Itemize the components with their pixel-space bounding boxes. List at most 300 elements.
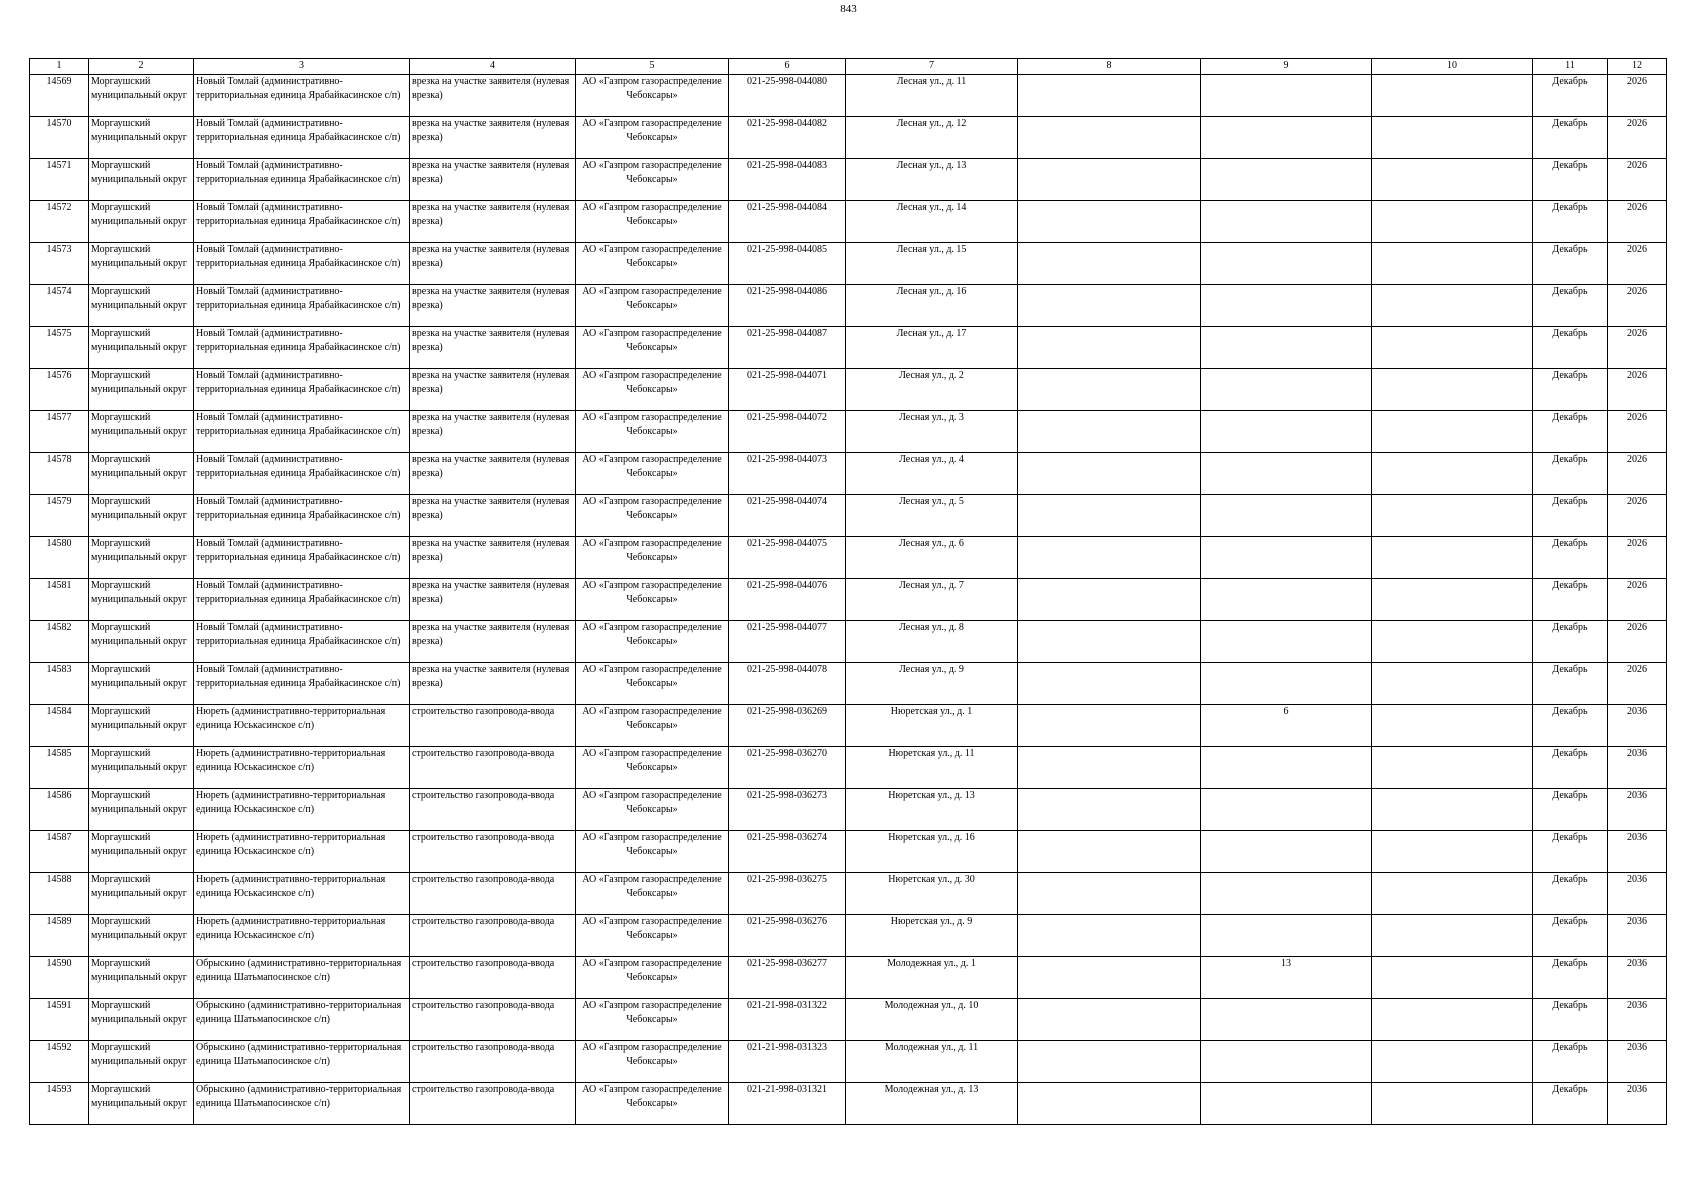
cell-text: Моргаушский муниципальный округ: [91, 412, 187, 437]
cell-text: 2036: [1627, 958, 1647, 969]
cell-settlement: [194, 873, 410, 915]
cell-settlement: [194, 915, 410, 957]
table-row: [30, 705, 1667, 747]
cell-text: Молодежная ул., д. 11: [884, 1042, 979, 1053]
cell-district: [89, 999, 194, 1041]
cell-address: [846, 663, 1018, 705]
cell-address: [846, 999, 1018, 1041]
table-row: [30, 579, 1667, 621]
cell-col-10: [1372, 75, 1533, 117]
cell-text: Нюреть (административно-территориальная единица Юськасинское с/п): [196, 874, 386, 899]
cell-col-8: [1018, 159, 1201, 201]
column-header-12: 12: [1608, 59, 1667, 75]
page-number: 843: [840, 3, 857, 15]
cell-text: Моргаушский муниципальный округ: [91, 160, 187, 185]
cell-object-code: [729, 621, 846, 663]
cell-text: 14583: [46, 664, 72, 675]
cell-settlement: [194, 159, 410, 201]
cell-text: 021-25-998-036274: [747, 832, 827, 843]
cell-text: АО «Газпром газораспределение Чебоксары»: [582, 832, 722, 857]
cell-row-number: [30, 369, 89, 411]
cell-text: 14576: [46, 370, 72, 381]
cell-text: Декабрь: [1552, 706, 1588, 717]
cell-length: [1201, 285, 1372, 327]
cell-year: [1608, 411, 1667, 453]
column-header-7: 7: [846, 59, 1018, 75]
cell-col-8: [1018, 747, 1201, 789]
table-row: [30, 1083, 1667, 1125]
cell-month: [1533, 453, 1608, 495]
table-row: [30, 663, 1667, 705]
cell-length: [1201, 579, 1372, 621]
cell-col-10: [1372, 495, 1533, 537]
cell-object-code: [729, 579, 846, 621]
cell-text: строительство газопровода-ввода: [412, 832, 555, 843]
cell-month: [1533, 201, 1608, 243]
cell-row-number: [30, 495, 89, 537]
cell-length: [1201, 537, 1372, 579]
table-row: [30, 873, 1667, 915]
cell-text: Моргаушский муниципальный округ: [91, 118, 187, 143]
cell-row-number: [30, 747, 89, 789]
cell-month: [1533, 579, 1608, 621]
cell-year: [1608, 621, 1667, 663]
header-row: [30, 59, 1667, 75]
cell-organization: [576, 453, 729, 495]
cell-col-8: [1018, 663, 1201, 705]
cell-text: Молодежная ул., д. 13: [884, 1084, 979, 1095]
cell-text: АО «Газпром газораспределение Чебоксары»: [582, 286, 722, 311]
cell-text: Декабрь: [1552, 664, 1588, 675]
cell-month: [1533, 663, 1608, 705]
cell-col-8: [1018, 369, 1201, 411]
cell-text: врезка на участке заявителя (нулевая врезка): [412, 580, 570, 605]
cell-text: 021-25-998-044086: [747, 286, 827, 297]
cell-text: Моргаушский муниципальный округ: [91, 664, 187, 689]
cell-settlement: [194, 999, 410, 1041]
cell-col-8: [1018, 1083, 1201, 1125]
cell-text: 021-25-998-036269: [747, 706, 827, 717]
cell-work-type: [410, 621, 576, 663]
cell-text: Новый Томлай (административно-территориальная единица Ярабайкасинское с/п): [196, 664, 401, 689]
cell-district: [89, 621, 194, 663]
table-row: [30, 117, 1667, 159]
cell-text: 14570: [46, 118, 72, 129]
cell-text: 021-25-998-044075: [747, 538, 827, 549]
cell-length: [1201, 831, 1372, 873]
cell-text: 14591: [46, 1000, 72, 1011]
cell-text: Моргаушский муниципальный округ: [91, 1084, 187, 1109]
cell-text: АО «Газпром газораспределение Чебоксары»: [582, 118, 722, 143]
cell-settlement: [194, 1041, 410, 1083]
cell-text: Новый Томлай (административно-территориальная единица Ярабайкасинское с/п): [196, 580, 401, 605]
cell-text: АО «Газпром газораспределение Чебоксары»: [582, 370, 722, 395]
cell-length: [1201, 873, 1372, 915]
cell-text: врезка на участке заявителя (нулевая врезка): [412, 118, 570, 143]
cell-organization: [576, 117, 729, 159]
cell-text: Новый Томлай (административно-территориальная единица Ярабайкасинское с/п): [196, 76, 401, 101]
cell-text: Новый Томлай (административно-территориальная единица Ярабайкасинское с/п): [196, 370, 401, 395]
cell-text: Молодежная ул., д. 10: [884, 1000, 979, 1011]
cell-text: 14574: [46, 286, 72, 297]
cell-text: Лесная ул., д. 7: [899, 580, 964, 591]
cell-settlement: [194, 789, 410, 831]
cell-address: [846, 159, 1018, 201]
cell-year: [1608, 831, 1667, 873]
table-row: [30, 75, 1667, 117]
cell-text: Декабрь: [1552, 160, 1588, 171]
cell-district: [89, 369, 194, 411]
cell-year: [1608, 1083, 1667, 1125]
cell-text: Моргаушский муниципальный округ: [91, 244, 187, 269]
cell-text: Моргаушский муниципальный округ: [91, 286, 187, 311]
cell-object-code: [729, 453, 846, 495]
cell-text: Лесная ул., д. 14: [896, 202, 967, 213]
cell-text: Новый Томлай (административно-территориальная единица Ярабайкасинское с/п): [196, 160, 401, 185]
cell-text: Нюретская ул., д. 30: [888, 874, 975, 885]
cell-text: врезка на участке заявителя (нулевая врезка): [412, 412, 570, 437]
table-row: [30, 999, 1667, 1041]
cell-settlement: [194, 75, 410, 117]
cell-text: 2026: [1627, 202, 1647, 213]
cell-month: [1533, 831, 1608, 873]
table-row: [30, 243, 1667, 285]
cell-year: [1608, 285, 1667, 327]
cell-col-10: [1372, 957, 1533, 999]
column-header-5: 5: [576, 59, 729, 75]
cell-month: [1533, 117, 1608, 159]
cell-text: Декабрь: [1552, 538, 1588, 549]
cell-work-type: [410, 201, 576, 243]
cell-col-8: [1018, 117, 1201, 159]
cell-text: 14573: [46, 244, 72, 255]
cell-year: [1608, 243, 1667, 285]
cell-organization: [576, 957, 729, 999]
cell-district: [89, 579, 194, 621]
cell-object-code: [729, 243, 846, 285]
cell-month: [1533, 873, 1608, 915]
cell-text: Моргаушский муниципальный округ: [91, 748, 187, 773]
cell-text: 021-25-998-036275: [747, 874, 827, 885]
table-row: [30, 537, 1667, 579]
cell-year: [1608, 915, 1667, 957]
cell-text: врезка на участке заявителя (нулевая врезка): [412, 202, 570, 227]
cell-text: Лесная ул., д. 2: [899, 370, 964, 381]
cell-year: [1608, 453, 1667, 495]
cell-text: АО «Газпром газораспределение Чебоксары»: [582, 916, 722, 941]
cell-year: [1608, 705, 1667, 747]
cell-length: [1201, 453, 1372, 495]
cell-text: 021-25-998-044082: [747, 118, 827, 129]
cell-row-number: [30, 663, 89, 705]
cell-row-number: [30, 579, 89, 621]
cell-text: Декабрь: [1552, 454, 1588, 465]
cell-col-8: [1018, 999, 1201, 1041]
cell-text: Декабрь: [1552, 832, 1588, 843]
cell-organization: [576, 495, 729, 537]
cell-organization: [576, 579, 729, 621]
cell-year: [1608, 75, 1667, 117]
cell-text: АО «Газпром газораспределение Чебоксары»: [582, 874, 722, 899]
cell-text: АО «Газпром газораспределение Чебоксары»: [582, 580, 722, 605]
cell-object-code: [729, 663, 846, 705]
cell-text: 2026: [1627, 286, 1647, 297]
cell-year: [1608, 201, 1667, 243]
cell-text: АО «Газпром газораспределение Чебоксары»: [582, 76, 722, 101]
cell-text: строительство газопровода-ввода: [412, 790, 555, 801]
cell-text: 021-25-998-044087: [747, 328, 827, 339]
cell-row-number: [30, 1041, 89, 1083]
cell-text: врезка на участке заявителя (нулевая врезка): [412, 328, 570, 353]
cell-text: 14578: [46, 454, 72, 465]
column-header-3: 3: [194, 59, 410, 75]
cell-text: 2026: [1627, 370, 1647, 381]
cell-text: АО «Газпром газораспределение Чебоксары»: [582, 706, 722, 731]
cell-text: Декабрь: [1552, 916, 1588, 927]
cell-length: [1201, 411, 1372, 453]
table-row: [30, 831, 1667, 873]
cell-text: Новый Томлай (административно-территориальная единица Ярабайкасинское с/п): [196, 286, 401, 311]
cell-settlement: [194, 243, 410, 285]
cell-text: Лесная ул., д. 11: [896, 76, 967, 87]
cell-text: Декабрь: [1552, 958, 1588, 969]
cell-text: 14585: [46, 748, 72, 759]
cell-col-10: [1372, 999, 1533, 1041]
cell-text: Моргаушский муниципальный округ: [91, 706, 187, 731]
cell-year: [1608, 159, 1667, 201]
cell-col-10: [1372, 789, 1533, 831]
cell-col-10: [1372, 1041, 1533, 1083]
cell-work-type: [410, 957, 576, 999]
cell-text: 021-25-998-044084: [747, 202, 827, 213]
cell-organization: [576, 201, 729, 243]
cell-text: строительство газопровода-ввода: [412, 1042, 555, 1053]
cell-address: [846, 957, 1018, 999]
cell-col-10: [1372, 1083, 1533, 1125]
cell-text: АО «Газпром газораспределение Чебоксары»: [582, 1000, 722, 1025]
cell-length: [1201, 159, 1372, 201]
cell-address: [846, 75, 1018, 117]
cell-district: [89, 75, 194, 117]
column-header-11: 11: [1533, 59, 1608, 75]
cell-length: [1201, 1083, 1372, 1125]
cell-work-type: [410, 453, 576, 495]
cell-col-8: [1018, 411, 1201, 453]
cell-text: врезка на участке заявителя (нулевая врезка): [412, 496, 570, 521]
cell-month: [1533, 621, 1608, 663]
cell-text: АО «Газпром газораспределение Чебоксары»: [582, 1042, 722, 1067]
cell-settlement: [194, 411, 410, 453]
cell-text: Новый Томлай (административно-территориальная единица Ярабайкасинское с/п): [196, 202, 401, 227]
cell-month: [1533, 327, 1608, 369]
cell-col-8: [1018, 1041, 1201, 1083]
cell-text: АО «Газпром газораспределение Чебоксары»: [582, 412, 722, 437]
cell-col-8: [1018, 579, 1201, 621]
cell-text: Декабрь: [1552, 118, 1588, 129]
cell-col-8: [1018, 327, 1201, 369]
cell-text: 2026: [1627, 76, 1647, 87]
cell-text: 021-25-998-036270: [747, 748, 827, 759]
cell-year: [1608, 663, 1667, 705]
cell-object-code: [729, 159, 846, 201]
cell-col-10: [1372, 747, 1533, 789]
cell-row-number: [30, 915, 89, 957]
cell-settlement: [194, 579, 410, 621]
cell-text: Декабрь: [1552, 622, 1588, 633]
cell-organization: [576, 411, 729, 453]
cell-object-code: [729, 789, 846, 831]
cell-row-number: [30, 831, 89, 873]
cell-organization: [576, 159, 729, 201]
cell-year: [1608, 117, 1667, 159]
cell-month: [1533, 369, 1608, 411]
cell-col-10: [1372, 873, 1533, 915]
cell-text: Моргаушский муниципальный округ: [91, 916, 187, 941]
cell-text: Декабрь: [1552, 202, 1588, 213]
cell-district: [89, 243, 194, 285]
cell-month: [1533, 285, 1608, 327]
column-header-6: 6: [729, 59, 846, 75]
cell-text: 2026: [1627, 328, 1647, 339]
cell-text: Лесная ул., д. 8: [899, 622, 964, 633]
table-row: [30, 159, 1667, 201]
cell-settlement: [194, 663, 410, 705]
cell-col-10: [1372, 663, 1533, 705]
cell-organization: [576, 789, 729, 831]
cell-col-10: [1372, 369, 1533, 411]
cell-month: [1533, 1083, 1608, 1125]
cell-address: [846, 1083, 1018, 1125]
cell-text: Новый Томлай (административно-территориальная единица Ярабайкасинское с/п): [196, 538, 401, 563]
cell-work-type: [410, 789, 576, 831]
cell-text: Моргаушский муниципальный округ: [91, 370, 187, 395]
cell-col-8: [1018, 495, 1201, 537]
cell-text: Декабрь: [1552, 412, 1588, 423]
cell-work-type: [410, 159, 576, 201]
cell-text: 021-25-998-044074: [747, 496, 827, 507]
cell-settlement: [194, 495, 410, 537]
column-header-10: 10: [1372, 59, 1533, 75]
cell-length: [1201, 243, 1372, 285]
cell-text: АО «Газпром газораспределение Чебоксары»: [582, 664, 722, 689]
cell-text: Лесная ул., д. 15: [896, 244, 967, 255]
cell-text: 021-21-998-031323: [747, 1042, 827, 1053]
table-body: [30, 75, 1667, 1125]
cell-text: строительство газопровода-ввода: [412, 916, 555, 927]
cell-row-number: [30, 117, 89, 159]
cell-text: 021-25-998-044078: [747, 664, 827, 675]
cell-settlement: [194, 537, 410, 579]
cell-text: Декабрь: [1552, 1000, 1588, 1011]
cell-length: [1201, 117, 1372, 159]
cell-text: 14582: [46, 622, 72, 633]
cell-work-type: [410, 411, 576, 453]
cell-text: 14580: [46, 538, 72, 549]
cell-text: строительство газопровода-ввода: [412, 748, 555, 759]
cell-address: [846, 369, 1018, 411]
cell-length: [1201, 327, 1372, 369]
cell-year: [1608, 579, 1667, 621]
cell-settlement: [194, 1083, 410, 1125]
cell-organization: [576, 663, 729, 705]
cell-organization: [576, 75, 729, 117]
cell-row-number: [30, 999, 89, 1041]
cell-text: 14572: [46, 202, 72, 213]
cell-text: Новый Томлай (административно-территориальная единица Ярабайкасинское с/п): [196, 412, 401, 437]
cell-object-code: [729, 411, 846, 453]
cell-address: [846, 285, 1018, 327]
column-header-9: 9: [1201, 59, 1372, 75]
cell-text: АО «Газпром газораспределение Чебоксары»: [582, 1084, 722, 1109]
cell-col-8: [1018, 243, 1201, 285]
cell-row-number: [30, 411, 89, 453]
cell-text: 021-25-998-044071: [747, 370, 827, 381]
cell-text: Лесная ул., д. 17: [896, 328, 967, 339]
cell-object-code: [729, 873, 846, 915]
cell-text: 2036: [1627, 1042, 1647, 1053]
cell-text: Моргаушский муниципальный округ: [91, 538, 187, 563]
cell-organization: [576, 705, 729, 747]
cell-district: [89, 831, 194, 873]
cell-text: Нюретская ул., д. 1: [890, 706, 973, 717]
cell-col-8: [1018, 705, 1201, 747]
cell-district: [89, 663, 194, 705]
cell-object-code: [729, 705, 846, 747]
cell-text: Нюреть (административно-территориальная единица Юськасинское с/п): [196, 832, 386, 857]
cell-col-10: [1372, 621, 1533, 663]
cell-text: Нюреть (административно-территориальная единица Юськасинское с/п): [196, 790, 386, 815]
cell-text: АО «Газпром газораспределение Чебоксары»: [582, 790, 722, 815]
cell-text: Моргаушский муниципальный округ: [91, 958, 187, 983]
cell-settlement: [194, 747, 410, 789]
cell-object-code: [729, 285, 846, 327]
cell-row-number: [30, 873, 89, 915]
cell-col-10: [1372, 159, 1533, 201]
cell-length: [1201, 75, 1372, 117]
table-row: [30, 747, 1667, 789]
cell-text: 2036: [1627, 874, 1647, 885]
cell-text: 021-25-998-044080: [747, 76, 827, 87]
table-row: [30, 201, 1667, 243]
cell-text: Новый Томлай (административно-территориальная единица Ярабайкасинское с/п): [196, 622, 401, 647]
cell-text: Моргаушский муниципальный округ: [91, 76, 187, 101]
cell-object-code: [729, 327, 846, 369]
cell-settlement: [194, 453, 410, 495]
cell-year: [1608, 999, 1667, 1041]
cell-work-type: [410, 1041, 576, 1083]
cell-month: [1533, 411, 1608, 453]
cell-text: АО «Газпром газораспределение Чебоксары»: [582, 328, 722, 353]
cell-address: [846, 495, 1018, 537]
cell-text: АО «Газпром газораспределение Чебоксары»: [582, 538, 722, 563]
cell-text: Декабрь: [1552, 76, 1588, 87]
cell-settlement: [194, 957, 410, 999]
cell-row-number: [30, 1083, 89, 1125]
cell-object-code: [729, 1041, 846, 1083]
cell-text: 14575: [46, 328, 72, 339]
cell-text: Декабрь: [1552, 790, 1588, 801]
cell-text: строительство газопровода-ввода: [412, 706, 555, 717]
cell-work-type: [410, 117, 576, 159]
cell-col-8: [1018, 621, 1201, 663]
cell-text: Декабрь: [1552, 370, 1588, 381]
cell-text: 021-25-998-044085: [747, 244, 827, 255]
cell-text: 2026: [1627, 160, 1647, 171]
cell-row-number: [30, 201, 89, 243]
cell-address: [846, 411, 1018, 453]
cell-district: [89, 1083, 194, 1125]
cell-organization: [576, 537, 729, 579]
